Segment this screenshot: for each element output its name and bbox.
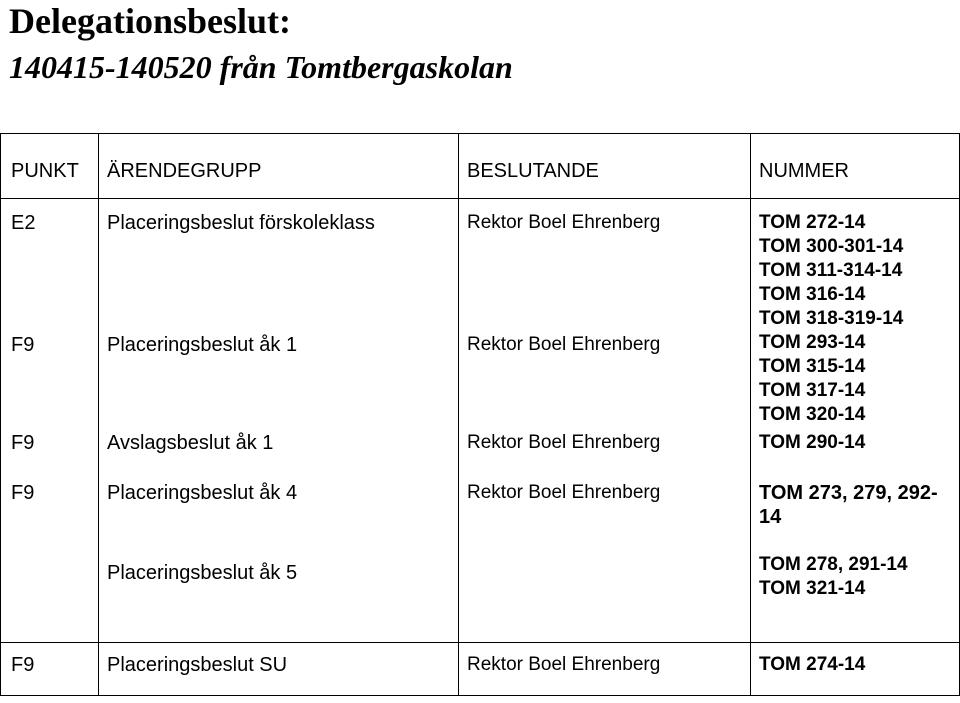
header-beslutande: BESLUTANDE bbox=[467, 160, 599, 182]
cell-beslutande: Rektor Boel Ehrenberg bbox=[467, 432, 661, 453]
table-border-bottom bbox=[0, 695, 960, 696]
cell-arendegrupp: Placeringsbeslut förskoleklass bbox=[107, 212, 375, 234]
cell-nummer bbox=[759, 431, 865, 455]
cell-nummer bbox=[759, 211, 903, 331]
cell-nummer: TOM 273, 279, 292-14 bbox=[759, 482, 938, 528]
nummer-line: TOM 274-14 bbox=[759, 654, 866, 675]
nummer-line: TOM 278, 291-14 bbox=[759, 554, 908, 575]
header-arendegrupp: ÄRENDEGRUPP bbox=[107, 160, 262, 182]
row-divider bbox=[0, 642, 960, 643]
nummer-line: TOM 316-14 bbox=[759, 284, 866, 305]
cell-punkt: F9 bbox=[11, 654, 35, 676]
nummer-line: TOM 300-301-14 bbox=[759, 236, 904, 257]
nummer-line: TOM 320-14 bbox=[759, 404, 866, 425]
table-border-left bbox=[0, 133, 1, 696]
cell-arendegrupp: Placeringsbeslut SU bbox=[107, 654, 288, 676]
nummer-line: TOM 272-14 bbox=[759, 212, 866, 233]
nummer-line: TOM 290-14 bbox=[759, 432, 866, 453]
column-divider bbox=[98, 133, 99, 696]
cell-nummer bbox=[759, 553, 908, 601]
cell-punkt: E2 bbox=[11, 212, 36, 234]
header-nummer: NUMMER bbox=[759, 160, 849, 182]
document-title: Delegationsbeslut: bbox=[9, 1, 291, 41]
nummer-line: TOM 293-14 bbox=[759, 332, 866, 353]
cell-beslutande: Rektor Boel Ehrenberg bbox=[467, 212, 661, 233]
nummer-line: TOM 315-14 bbox=[759, 356, 866, 377]
column-divider bbox=[458, 133, 459, 696]
cell-arendegrupp: Placeringsbeslut åk 5 bbox=[107, 562, 298, 584]
cell-punkt: F9 bbox=[11, 334, 35, 356]
cell-punkt: F9 bbox=[11, 482, 35, 504]
header-divider bbox=[0, 198, 960, 199]
nummer-line: TOM 321-14 bbox=[759, 578, 866, 599]
cell-nummer bbox=[759, 653, 865, 677]
table-border-top bbox=[0, 133, 960, 134]
column-divider bbox=[750, 133, 751, 696]
cell-arendegrupp: Placeringsbeslut åk 4 bbox=[107, 482, 298, 504]
cell-beslutande: Rektor Boel Ehrenberg bbox=[467, 654, 661, 675]
document-subtitle: 140415-140520 från Tomtbergaskolan bbox=[9, 49, 513, 85]
cell-arendegrupp: Placeringsbeslut åk 1 bbox=[107, 334, 298, 356]
nummer-line: TOM 317-14 bbox=[759, 380, 866, 401]
nummer-line: TOM 311-314-14 bbox=[759, 260, 903, 281]
cell-beslutande: Rektor Boel Ehrenberg bbox=[467, 334, 661, 355]
cell-nummer bbox=[759, 331, 865, 427]
nummer-line: TOM 318-319-14 bbox=[759, 308, 904, 329]
cell-punkt: F9 bbox=[11, 432, 35, 454]
header-punkt: PUNKT bbox=[11, 160, 79, 182]
cell-beslutande: Rektor Boel Ehrenberg bbox=[467, 482, 661, 503]
cell-arendegrupp: Avslagsbeslut åk 1 bbox=[107, 432, 274, 454]
